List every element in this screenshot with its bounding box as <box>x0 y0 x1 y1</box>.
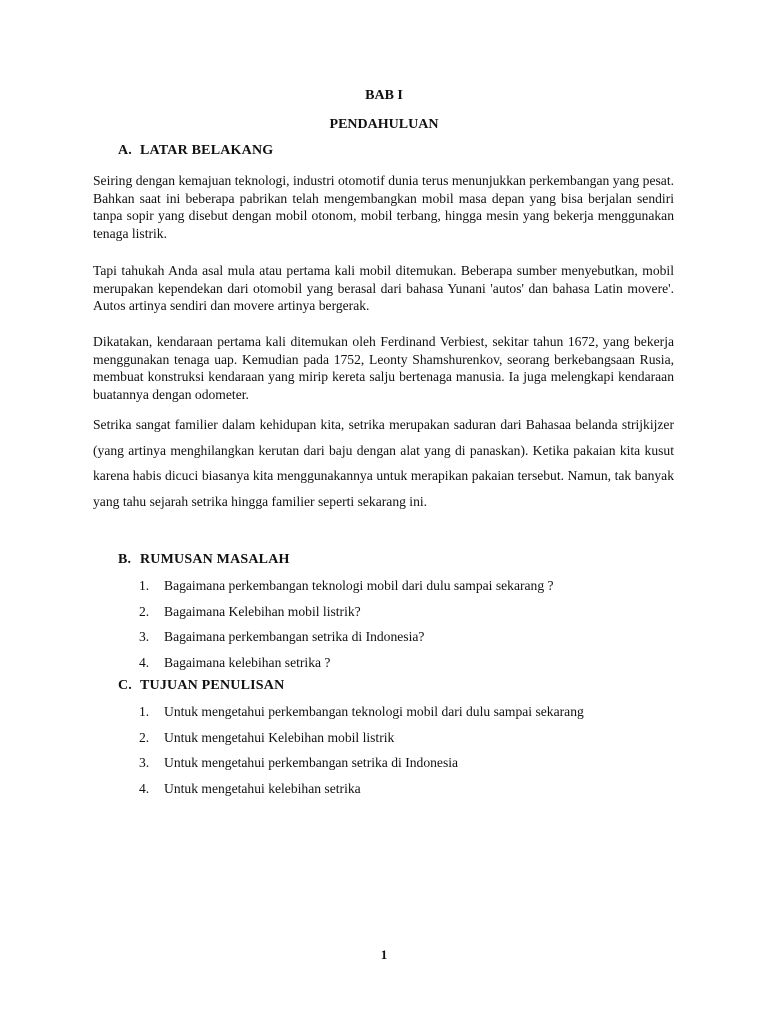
section-b-heading <box>118 552 290 568</box>
section-c-heading <box>118 678 284 694</box>
list-number: 4. <box>139 780 150 796</box>
list-number: 1. <box>139 704 150 719</box>
list-item <box>139 703 584 729</box>
chapter-title: PENDAHULUAN <box>329 117 439 132</box>
list-text: Untuk mengetahui Kelebihan mobil listrik <box>164 729 395 745</box>
list-item <box>139 754 584 780</box>
section-a-heading <box>118 143 273 159</box>
list-text: Bagaimana perkembangan setrika di Indonesia? <box>164 629 425 644</box>
list-text: Untuk mengetahui perkembangan teknologi mobil dari dulu sampai sekarang <box>164 704 584 719</box>
list-item <box>139 577 554 603</box>
paragraph-2: Tapi tahukah Anda asal mula atau pertama kali mobil ditemukan. Beberapa sumber menyebutkan, mobil merupakan kependekan dari otomobil yang berasal dari bahasa Yunani 'autos' dan bahasa Latin movere'. Autos artinya sendiri dan movere artinya bergerak. <box>93 263 674 314</box>
list-number: 3. <box>139 755 150 770</box>
list-item <box>139 780 584 806</box>
paragraph-3: Dikatakan, kendaraan pertama kali ditemukan oleh Ferdinand Verbiest, sekitar tahun 1672, yang bekerja menggunakan tenaga uap. Kemudian pada 1752, Leonty Shamshurenkov, seorang berkebangsaan Rusia, membuat konstruksi kendaraan yang mirip kereta salju bertenaga manusia. Ia juga melengkapi kendaraan buatannya dengan odometer. <box>93 334 674 403</box>
list-item <box>139 603 554 629</box>
list-number: 1. <box>139 578 150 593</box>
list-text: Untuk mengetahui perkembangan setrika di Indonesia <box>164 755 459 770</box>
section-b-title: RUMUSAN MASALAH <box>140 552 290 567</box>
list-text: Bagaimana kelebihan setrika ? <box>164 654 331 670</box>
chapter-label: BAB I <box>365 88 403 103</box>
section-a-label: A. <box>118 143 133 158</box>
paragraph-4: Setrika sangat familier dalam kehidupan kita, setrika merupakan saduran dari Bahasaa belanda strijkijzer (yang artinya menghilangkan kerutan dari baju dengan alat yang di panaskan). Ketika pakaian kita kusut karena habis dicuci biasanya kita menggunakannya untuk merapikan pakaian tersebut. Namun, tak banyak yang tahu sejarah setrika hingga familier seperti sekarang ini. <box>93 417 674 509</box>
problem-list <box>139 577 554 679</box>
section-b-label: B. <box>118 552 132 567</box>
list-item <box>139 654 554 680</box>
list-number: 3. <box>139 629 150 644</box>
list-number: 4. <box>139 654 150 670</box>
list-number: 2. <box>139 729 150 745</box>
objective-list <box>139 703 584 805</box>
list-text: Bagaimana perkembangan teknologi mobil dari dulu sampai sekarang ? <box>164 578 554 593</box>
list-text: Bagaimana Kelebihan mobil listrik? <box>164 603 361 619</box>
paragraph-1: Seiring dengan kemajuan teknologi, industri otomotif dunia terus menunjukkan perkembangan yang pesat. Bahkan saat ini beberapa pabrikan telah mengembangkan mobil masa depan yang bisa berjalan sendiri tanpa sopir yang disebut dengan mobil otonom, mobil terbang, hingga mesin yang bekerja menggunakan tenaga listrik. <box>93 173 674 242</box>
page-number: 1 <box>380 947 388 962</box>
list-item <box>139 729 584 755</box>
list-text: Untuk mengetahui kelebihan setrika <box>164 780 361 796</box>
section-c-title: TUJUAN PENULISAN <box>140 678 285 693</box>
section-c-label: C. <box>118 678 133 693</box>
list-number: 2. <box>139 603 150 619</box>
list-item <box>139 628 554 654</box>
section-a-title: LATAR BELAKANG <box>140 143 274 158</box>
